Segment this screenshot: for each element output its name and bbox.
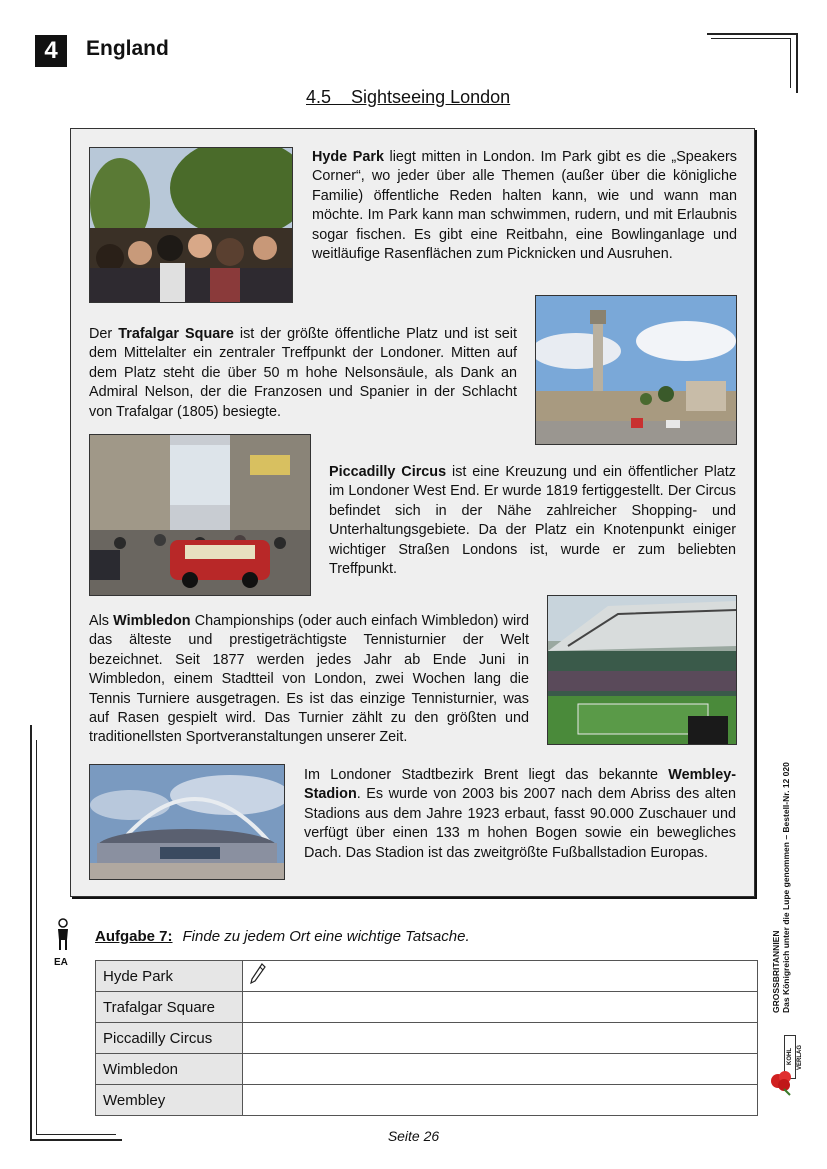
sight-name: Trafalgar Square — [118, 326, 234, 342]
table-row — [96, 1054, 758, 1085]
place-cell: Wimbledon — [96, 1054, 243, 1085]
place-cell: Piccadilly Circus — [96, 1023, 243, 1054]
corner-line — [790, 38, 791, 88]
sight-description: ist eine Kreuzung und ein öffentlicher Platz im Londoner West End. Er wurde 1819 fertiggestellt. Der Circus befindet sich in der Nähe zahlreicher Shopping- und Unterhaltungsgebiete. Da der Platz ein Knotenpunkt einiger wichtiger Straßen Londons ist, wurde er zum beliebten Treffpunkt. — [329, 464, 736, 578]
sight-name: Hyde Park — [312, 149, 384, 165]
flower-icon — [768, 1067, 798, 1097]
place-cell: Hyde Park — [96, 961, 243, 992]
content-box — [70, 128, 755, 897]
corner-line — [30, 725, 32, 1140]
publisher-logo — [768, 1035, 803, 1095]
answer-field[interactable] — [243, 1023, 758, 1054]
table-row — [96, 992, 758, 1023]
wimbledon-photo — [547, 595, 737, 745]
section-title: 4.5 Sightseeing London — [306, 87, 511, 107]
sight-name: Wembley-Stadion — [304, 767, 736, 803]
sight-description: Championships (oder auch einfach Wimbledon) wird das älteste und prestigeträchtigste Tennisturnier der Welt bezeichnet. Seit 1877 werden jedes Jahr ab Ende Juni in Wimbledon, einem Stadtteil von London, zwei Wochen lang die Tennis Turniere ausgetragen. Es ist das einzige Tennisturnier, was auf Rasen gespielt wird. Das Turnier zählt zu den größten und traditionellsten Sportveranstaltungen unserer Zeit. — [89, 613, 529, 746]
wembley-text: Im Londoner Stadtbezirk Brent liegt das bekannte Wembley-Stadion. Es wurde von 2003 bis 2007 nach dem Abriss des alten Stadions aus dem Jahre 1923 erbaut, fasst 90.000 Zuschauer und verfügt über einen 133 m hohen Bogen sowie ein bewegliches Dach. Das Stadion ist das zweitgrößte Fußballstadion Europas. — [304, 767, 736, 861]
place-cell: Wembley — [96, 1085, 243, 1116]
corner-line — [796, 33, 798, 93]
wimbledon-text: Als Wimbledon Championships (oder auch einfach Wimbledon) wird das älteste und prestigeträchtigste Tennisturnier der Welt bezeichnet. Seit 1877 werden jedes Jahr ab Ende Juni in Wimbledon, einem Stadtteil von London, zwei Wochen lang die Tennis Turniere ausgetragen. Es ist das einzige Tennisturnier, was auf Rasen gespielt wird. Das Turnier zählt zu den größten und traditionellsten Sportveranstaltungen unserer Zeit. — [89, 613, 529, 746]
corner-line — [707, 33, 797, 35]
page-number: Seite 26 — [387, 1128, 440, 1144]
publisher-name: KOHL VERLAG — [784, 1035, 796, 1079]
series-title: GROSSBRITANNIEN — [771, 930, 781, 1013]
sight-description: ist der größte öffentliche Platz und ist seit dem Mittelalter ein zentraler Treffpunkt der Londoner. Mitten auf dem Platz steht die über 50 m hohe Nelsonsäule, als Dank an Admiral Nelson, der die Franzosen und Spanier in der Schlacht von Trafalgar (1805) besiegte. — [89, 326, 518, 420]
corner-line — [711, 38, 791, 39]
task-heading — [95, 928, 470, 945]
table-row — [96, 1023, 758, 1054]
piccadilly-photo — [89, 434, 311, 596]
sidebar-text — [771, 683, 791, 1013]
answer-field[interactable] — [243, 1054, 758, 1085]
answer-field[interactable] — [243, 961, 758, 992]
answer-field[interactable] — [243, 992, 758, 1023]
sight-description: liegt mitten in London. Im Park gibt es die „Speakers Corner“, wo jeder über alle Themen (außer über die königliche Familie) öffentliche Reden halten kann, wie und wann man möchte. Im Park kann man schwimmen, rudern, und mit Erlaubnis sogar fischen. Es gibt eine Reitbahn, eine Bowlinganlage und weitläufige Rasenflächen zum Picknicken und Ausruhen. — [312, 149, 737, 263]
answer-table — [95, 960, 758, 1116]
sight-name: Piccadilly Circus — [329, 464, 447, 480]
table-row — [96, 1085, 758, 1116]
place-cell: Trafalgar Square — [96, 992, 243, 1023]
chapter-number: 4 — [35, 35, 67, 67]
hyde-park-photo — [89, 147, 293, 303]
table-row — [96, 961, 758, 992]
trafalgar-text: Der Trafalgar Square ist der größte öffentliche Platz und ist seit dem Mittelalter ein zentraler Treffpunkt der Londoner. Mitten auf dem Platz steht die über 50 m hohe Nelsonsäule, als Dank an Admiral Nelson, der die Franzosen und Spanier in der Schlacht von Trafalgar (1805) besiegte. — [89, 326, 518, 420]
series-subtitle: Das Königreich unter die Lupe genommen – Bestell-Nr. 12 020 — [781, 762, 791, 1013]
task-instruction: Finde zu jedem Ort eine wichtige Tatsache. — [182, 928, 470, 945]
sight-name: Wimbledon — [113, 613, 191, 629]
piccadilly-text — [329, 463, 736, 579]
pencil-icon — [250, 963, 266, 989]
trafalgar-photo — [535, 295, 737, 445]
task-label: Aufgabe 7: — [95, 928, 173, 945]
hyde-park-text — [312, 148, 737, 264]
task-icon-label: EA — [54, 957, 68, 968]
chapter-title: England — [86, 37, 169, 60]
person-icon — [54, 918, 72, 954]
sight-description: . Es wurde von 2003 bis 2007 nach dem Abriss des alten Stadions aus dem Jahre 1923 erbaut, fasst 90.000 Zuschauer und verfügt über einen 133 m hohen Bogen sowie ein bewegliches Dach. Das Stadion ist das zweitgrößte Fußballstadion Europas. — [304, 786, 736, 861]
corner-line — [36, 740, 37, 1135]
wembley-photo — [89, 764, 285, 880]
answer-field[interactable] — [243, 1085, 758, 1116]
